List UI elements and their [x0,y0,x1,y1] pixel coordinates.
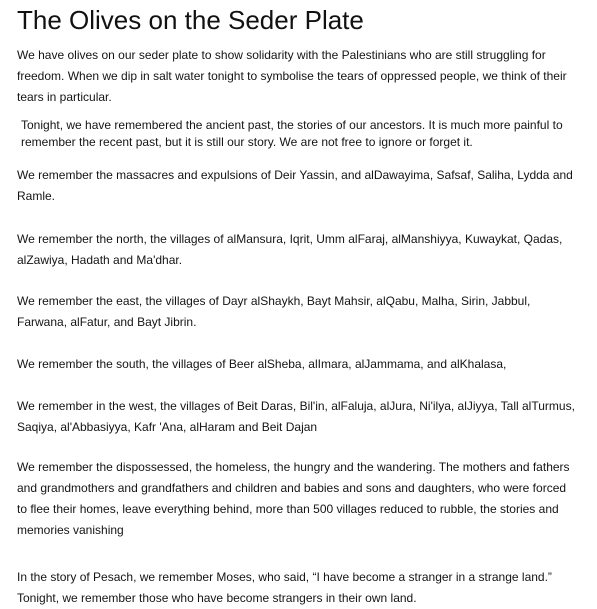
paragraph-massacres: We remember the massacres and expulsions of Deir Yassin, and alDawayima, Safsaf, Saliha, Lydda and Ramle. [17,168,573,203]
paragraph-dispossessed: We remember the dispossessed, the homeless, the hungry and the wandering. The mothers and fathers and grandmothers and grandfathers and children and babies and sons and daughters, who were forced to flee their homes, leave everything behind, more than 500 villages reduced to rubble, the stories and memories vanishing [17,460,570,537]
paragraph-pesach: In the story of Pesach, we remember Moses, who said, “I have become a stranger in a strange land.” Tonight, we remember those who have become strangers in their own land. [17,570,552,605]
paragraph-remembered-past: Tonight, we have remembered the ancient past, the stories of our ancestors. It is much more painful to remember the recent past, but it is still our story. We are not free to ignore or forget it. [21,118,563,149]
paragraph-west: We remember in the west, the villages of Beit Daras, Bil'in, alFaluja, alJura, Ni'ilya, alJiyya, Tall alTurmus, Saqiya, al'Abbasiyya, Kafr 'Ana, alHaram and Beit Dajan [17,399,575,434]
paragraph-solidarity: We have olives on our seder plate to show solidarity with the Palestinians who are still struggling for freedom. When we dip in salt water tonight to symbolise the tears of oppressed people, we think of their tears in particular. [17,48,567,104]
paragraph-north: We remember the north, the villages of alMansura, Iqrit, Umm alFaraj, alManshiyya, Kuwaykat, Qadas, alZawiya, Hadath and Ma'dhar. [17,232,563,267]
paragraph-east: We remember the east, the villages of Dayr alShaykh, Bayt Mahsir, alQabu, Malha, Sirin, Jabbul, Farwana, alFatur, and Bayt Jibrin. [17,294,531,329]
paragraph-south: We remember the south, the villages of Beer alSheba, alImara, alJammama, and alKhalasa, [17,357,507,371]
page-title: The Olives on the Seder Plate [17,5,364,35]
